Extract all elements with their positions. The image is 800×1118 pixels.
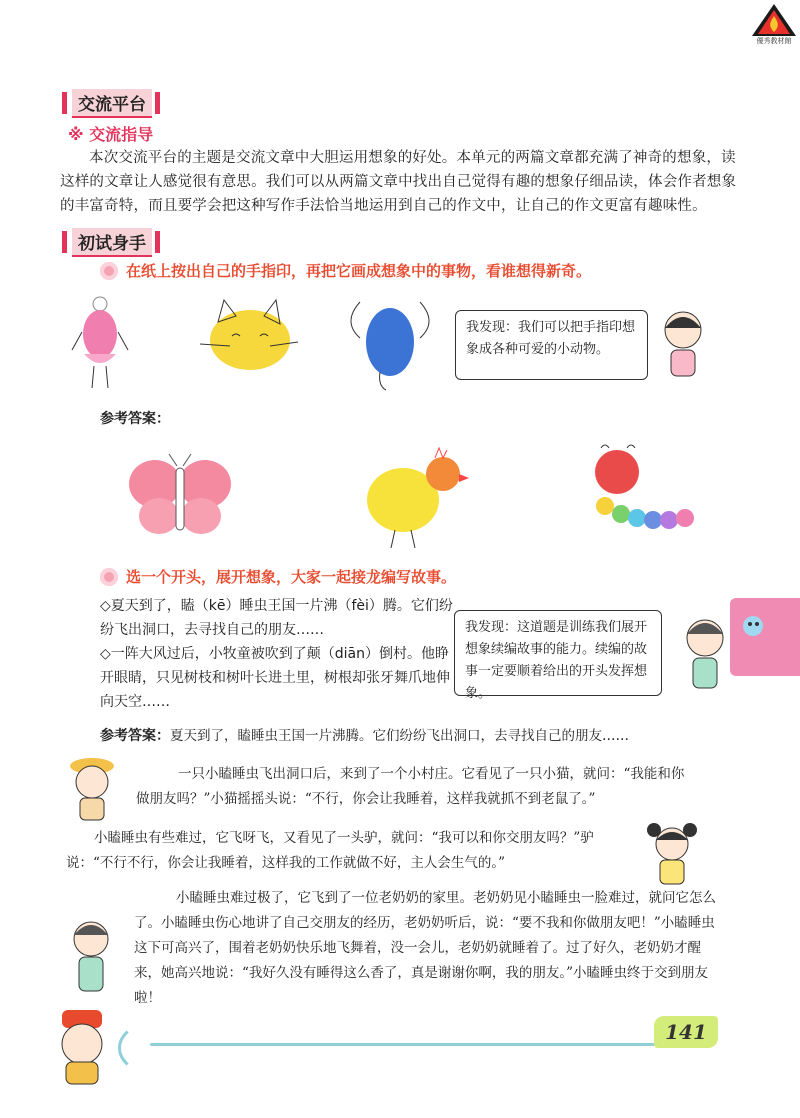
fingerprint-caterpillar-illustration bbox=[583, 440, 703, 535]
section-title: 初试身手 bbox=[72, 228, 152, 257]
page-number: 141 bbox=[654, 1016, 718, 1048]
side-tab bbox=[730, 598, 800, 676]
speech-bubble-2 bbox=[454, 610, 662, 701]
publisher-logo bbox=[748, 2, 800, 48]
story-paragraph-2: 小瞌睡虫有些难过，它飞呀飞，又看见了一头驴，就问：“我可以和你交朋友吗？”驴说：“不行不行，你会让我睡着，这样我的工作就做不好，主人会生气的。” bbox=[66, 830, 594, 871]
section-heading-exchange bbox=[62, 90, 160, 116]
bubble-1-text: 我发现：我们可以把手指印想象成各种可爱的小动物。 bbox=[466, 320, 636, 357]
option-1 bbox=[100, 594, 458, 642]
story-paragraph-3: 小瞌睡虫难过极了，它飞到了一位老奶奶的家里。老奶奶见小瞌睡虫一脸难过，就问它怎么了。小瞌睡虫伤心地讲了自己交朋友的经历，老奶奶听后，说：“要不我和你做朋友吧！”小瞌睡虫这下可高兴了，围着老奶奶快乐地飞舞着，没一会儿，老奶奶就睡着了。过了好久，老奶奶才醒来，她高兴地说：“我好久没有睡得这么香了，真是谢谢你啊，我的朋友。”小瞌睡虫终于交到朋友啦！ bbox=[134, 890, 716, 1006]
guide-heading bbox=[68, 122, 153, 145]
task-bullet-icon bbox=[100, 568, 118, 586]
mountain-flame-logo-icon bbox=[748, 2, 800, 38]
mascot-illustration bbox=[42, 1006, 122, 1086]
boy-avatar-2 bbox=[66, 915, 116, 995]
girl-avatar bbox=[655, 306, 711, 380]
footer-curve bbox=[118, 1022, 184, 1074]
task-bullet-icon bbox=[100, 262, 118, 280]
reference-answer-opening: 夏天到了，瞌睡虫王国一片沸腾。它们纷纷飞出洞口，去寻找自己的朋友…… bbox=[170, 728, 629, 744]
option-2-text: 一阵大风过后，小牧童被吹到了颠（diān）倒村。他睁开眼睛，只见树枝和树叶长进土里，树根却张牙舞爪地伸向天空…… bbox=[100, 646, 450, 710]
section-heading-try bbox=[62, 229, 160, 255]
boy-avatar bbox=[680, 612, 730, 692]
guide-paragraph: 本次交流平台的主题是交流文章中大胆运用想象的好处。本单元的两篇文章都充满了神奇的想象，读这样的文章让人感觉很有意思。我们可以从两篇文章中找出自己觉得有趣的想象仔细品读，体会作者想象的丰富奇特，而且要学会把这种写作手法恰当地运用到自己的作文中，让自己的作文更富有趣味性。 bbox=[60, 150, 737, 214]
bubble-2-text: 我发现：这道题是训练我们展开想象续编故事的能力。续编的故事一定要顺着给出的开头发挥想象。 bbox=[465, 620, 648, 701]
task-1 bbox=[100, 260, 591, 281]
guide-label: 交流指导 bbox=[89, 125, 154, 144]
fingerprint-chick-illustration bbox=[355, 440, 475, 550]
diamond-icon: ◇ bbox=[100, 598, 111, 614]
footer-line bbox=[150, 1043, 655, 1046]
section-title: 交流平台 bbox=[72, 89, 152, 118]
reference-answer-2 bbox=[100, 724, 720, 749]
asterisk-icon: ※ bbox=[68, 125, 84, 144]
task-2-text: 选一个开头，展开想象，大家一起接龙编写故事。 bbox=[126, 568, 457, 586]
option-2 bbox=[100, 642, 458, 714]
dragon-icon bbox=[738, 610, 768, 640]
story-paragraph-1: 一只小瞌睡虫飞出洞口后，来到了一个小村庄。它看见了一只小猫，就问：“我能和你做朋友吗？”小猫摇摇头说：“不行，你会让我睡着，这样我就抓不到老鼠了。” bbox=[136, 766, 685, 807]
reference-answer-label-2: 参考答案： bbox=[100, 728, 170, 744]
fingerprint-dancer-illustration bbox=[70, 292, 130, 392]
task-1-text: 在纸上按出自己的手指印，再把它画成想象中的事物，看谁想得新奇。 bbox=[126, 262, 592, 280]
option-1-text: 夏天到了，瞌（kē）睡虫王国一片沸（fèi）腾。它们纷纷飞出洞口，去寻找自己的朋友…… bbox=[100, 598, 453, 638]
speech-bubble-1 bbox=[455, 310, 648, 380]
fingerprint-cat-illustration bbox=[190, 298, 300, 378]
reference-answer-label-1: 参考答案： bbox=[100, 411, 170, 427]
logo-text: 優秀教材館 bbox=[756, 37, 792, 45]
diamond-icon: ◇ bbox=[100, 646, 111, 662]
girl-pigtails-avatar bbox=[642, 816, 702, 886]
fingerprint-elephant-illustration bbox=[340, 292, 440, 392]
fingerprint-butterfly-illustration bbox=[125, 450, 235, 540]
task-2 bbox=[100, 566, 456, 587]
boy-hat-avatar bbox=[62, 752, 122, 822]
